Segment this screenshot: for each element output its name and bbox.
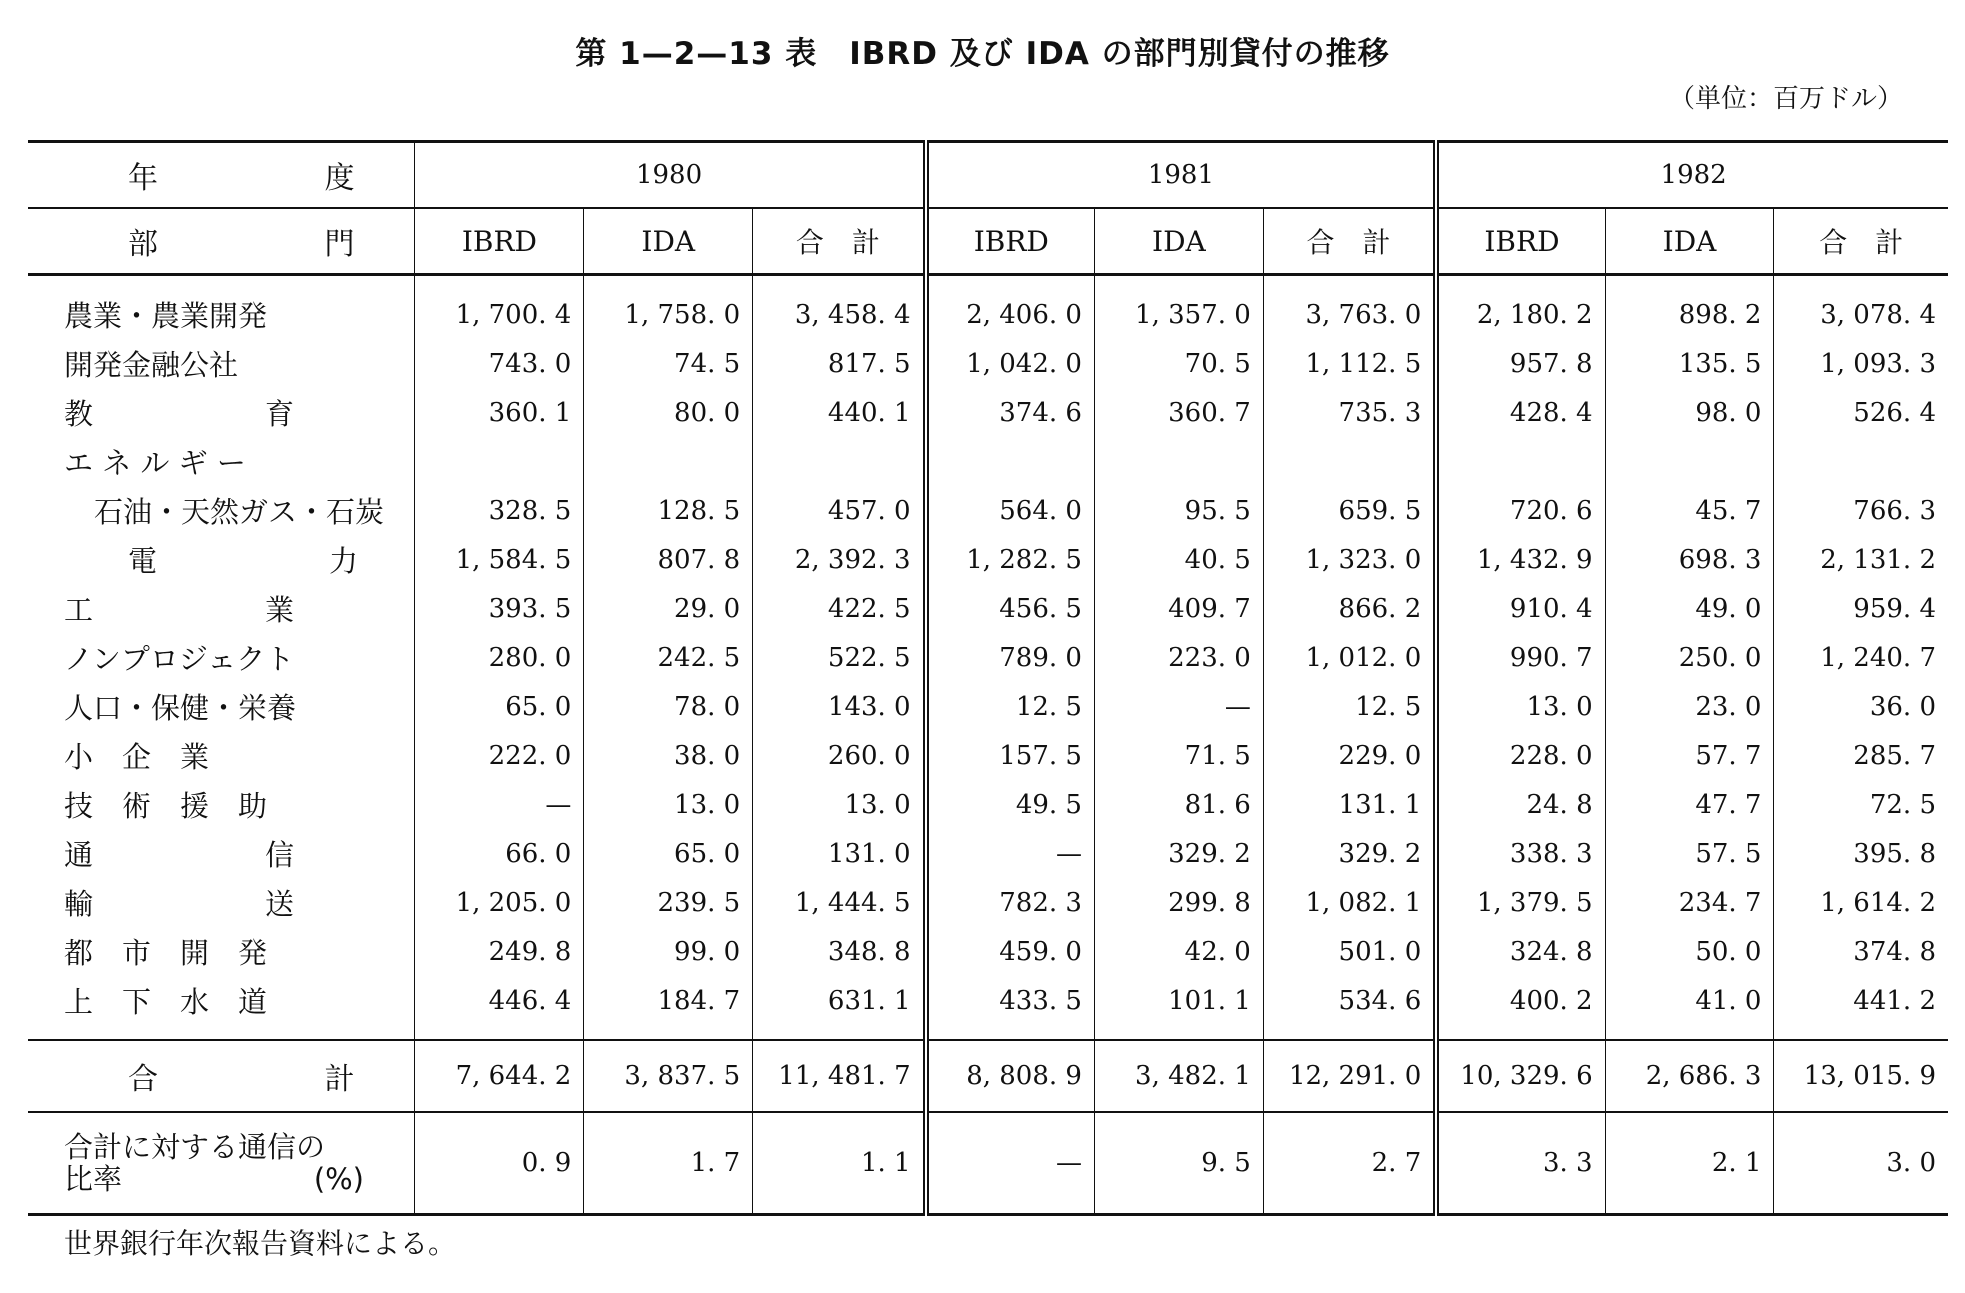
total-value: 10, 329. 6 <box>1436 1040 1605 1112</box>
ratio-label-line1: 合計に対する通信の <box>64 1130 326 1164</box>
sector-name-text: 開発金融公社 <box>64 348 239 382</box>
total-value: 7, 644. 2 <box>415 1040 584 1112</box>
cell-value: 74. 5 <box>584 339 753 388</box>
cell-value: 72. 5 <box>1869 789 1936 820</box>
cell-value: 229. 0 <box>1263 731 1436 780</box>
sector-label-char-1: 部 <box>128 227 158 262</box>
cell-value: 564. 0 <box>926 486 1095 535</box>
cell-value: 13. 0 <box>1436 682 1605 731</box>
cell-value: 49. 0 <box>1605 584 1774 633</box>
cell-value: 23. 0 <box>1605 682 1774 731</box>
total-value: 13, 015. 9 <box>1774 1040 1948 1112</box>
cell-value: 3, 078. 4 <box>1820 299 1936 330</box>
cell-value: 12. 5 <box>926 682 1095 731</box>
ratio-value: 3. 0 <box>1774 1112 1948 1215</box>
table-row <box>28 633 1948 682</box>
sector-name-char-1: 教 <box>64 397 94 431</box>
cell-value: 360. 7 <box>1094 388 1263 437</box>
cell-value: 441. 2 <box>1853 985 1936 1016</box>
cell-value: 501. 0 <box>1263 927 1436 976</box>
cell-value: — <box>1094 682 1263 731</box>
cell-value: 456. 5 <box>926 584 1095 633</box>
sector-name-text: 人口・保健・栄養 <box>64 691 297 725</box>
sector-name-char-1: 輸 <box>64 887 94 921</box>
cell-value: 348. 8 <box>753 927 926 976</box>
table-row <box>28 927 1948 976</box>
cell-value: 42. 0 <box>1094 927 1263 976</box>
cell-value: 41. 0 <box>1605 976 1774 1040</box>
sector-name-text: 農業・農業開発 <box>64 299 268 333</box>
col-ida: IDA <box>1094 208 1263 275</box>
cell-value: 329. 2 <box>1094 829 1263 878</box>
sector-label <box>28 208 415 275</box>
sector-name-text: 石油・天然ガス・石炭 <box>94 495 385 529</box>
table-row <box>28 437 1948 486</box>
cell-value: — <box>926 829 1095 878</box>
year-header-row <box>28 142 1948 209</box>
cell-value: 234. 7 <box>1605 878 1774 927</box>
total-value: 2, 686. 3 <box>1605 1040 1774 1112</box>
cell-value: 910. 4 <box>1436 584 1605 633</box>
cell-value: 817. 5 <box>753 339 926 388</box>
sector-name <box>28 339 415 388</box>
col-ibrd: IBRD <box>1436 208 1605 275</box>
cell-value: 99. 0 <box>584 927 753 976</box>
cell-value: 1, 042. 0 <box>926 339 1095 388</box>
cell-value <box>584 437 753 486</box>
sector-name <box>28 731 415 780</box>
cell-value: 957. 8 <box>1436 339 1605 388</box>
cell-value: 324. 8 <box>1436 927 1605 976</box>
cell-value: 128. 5 <box>584 486 753 535</box>
table-row <box>28 829 1948 878</box>
cell-value: 135. 5 <box>1605 339 1774 388</box>
cell-value: 280. 0 <box>415 633 584 682</box>
sector-name <box>28 633 415 682</box>
sector-name <box>28 535 415 584</box>
sector-name <box>28 780 415 829</box>
sector-name-char-2: 力 <box>328 544 358 578</box>
sector-name-text: ノンプロジェクト <box>64 642 295 676</box>
cell-value: 239. 5 <box>584 878 753 927</box>
table-row <box>28 731 1948 780</box>
cell-value: 1, 282. 5 <box>926 535 1095 584</box>
cell-value: 38. 0 <box>584 731 753 780</box>
ratio-value: — <box>926 1112 1095 1215</box>
cell-value <box>1436 437 1605 486</box>
sector-name-char-1: 工 <box>64 593 94 627</box>
cell-value: 184. 7 <box>584 976 753 1040</box>
cell-value: 3, 763. 0 <box>1263 275 1436 340</box>
sector-name <box>28 584 415 633</box>
total-row <box>28 1040 1948 1112</box>
cell-value: 1, 240. 7 <box>1820 642 1936 673</box>
year-label-char-2: 度 <box>324 161 355 196</box>
year-1980: 1980 <box>415 142 926 209</box>
cell-value <box>1774 437 1948 486</box>
table-row <box>28 275 1948 340</box>
table-row <box>28 535 1948 584</box>
cell-value: 374. 8 <box>1853 936 1936 967</box>
table-row <box>28 584 1948 633</box>
ratio-value: 9. 5 <box>1094 1112 1263 1215</box>
cell-value <box>1263 437 1436 486</box>
cell-value: 285. 7 <box>1853 740 1936 771</box>
cell-value: 1, 700. 4 <box>415 275 584 340</box>
cell-value: 40. 5 <box>1094 535 1263 584</box>
cell-value: 66. 0 <box>415 829 584 878</box>
cell-value: 659. 5 <box>1263 486 1436 535</box>
cell-value: 395. 8 <box>1853 838 1936 869</box>
table-row <box>28 388 1948 437</box>
cell-value: 866. 2 <box>1263 584 1436 633</box>
cell-value: 49. 5 <box>926 780 1095 829</box>
cell-value: 131. 1 <box>1263 780 1436 829</box>
cell-value: 2, 392. 3 <box>753 535 926 584</box>
cell-value: 2, 406. 0 <box>926 275 1095 340</box>
total-value: 11, 481. 7 <box>753 1040 926 1112</box>
cell-value: 47. 7 <box>1605 780 1774 829</box>
ratio-value: 2. 1 <box>1605 1112 1774 1215</box>
cell-value: 526. 4 <box>1853 397 1936 428</box>
col-total: 合 計 <box>753 208 926 275</box>
col-ibrd: IBRD <box>415 208 584 275</box>
sector-name <box>28 829 415 878</box>
table-title: 第 1—2—13 表 IBRD 及び IDA の部門別貸付の推移 <box>575 36 1390 72</box>
cell-value: 1, 614. 2 <box>1820 887 1936 918</box>
cell-value: 446. 4 <box>415 976 584 1040</box>
cell-value: 81. 6 <box>1094 780 1263 829</box>
sector-name-text: エ ネ ル ギ ー <box>64 446 246 480</box>
cell-value: 228. 0 <box>1436 731 1605 780</box>
sector-name-char-2: 送 <box>264 887 294 921</box>
cell-value: 1, 082. 1 <box>1263 878 1436 927</box>
cell-value: 374. 6 <box>926 388 1095 437</box>
col-ibrd: IBRD <box>926 208 1095 275</box>
sector-name <box>28 437 415 486</box>
col-ida: IDA <box>1605 208 1774 275</box>
table-row <box>28 486 1948 535</box>
cell-value: 80. 0 <box>584 388 753 437</box>
total-label-char-2: 計 <box>324 1062 355 1097</box>
cell-value: 57. 7 <box>1605 731 1774 780</box>
cell-value: 12. 5 <box>1263 682 1436 731</box>
year-label <box>28 142 415 209</box>
cell-value: 959. 4 <box>1853 593 1936 624</box>
ratio-label-line2: 比率 <box>64 1162 123 1196</box>
cell-value: 459. 0 <box>926 927 1095 976</box>
cell-value: 98. 0 <box>1605 388 1774 437</box>
cell-value: 329. 2 <box>1263 829 1436 878</box>
loan-table <box>28 140 1948 1216</box>
cell-value: 393. 5 <box>415 584 584 633</box>
sector-name-char-1: 電 <box>128 544 158 578</box>
cell-value: 101. 1 <box>1094 976 1263 1040</box>
total-label <box>28 1040 415 1112</box>
cell-value: 3, 458. 4 <box>753 275 926 340</box>
cell-value: 242. 5 <box>584 633 753 682</box>
table-row <box>28 339 1948 388</box>
cell-value: 990. 7 <box>1436 633 1605 682</box>
cell-value: 299. 8 <box>1094 878 1263 927</box>
cell-value: 260. 0 <box>753 731 926 780</box>
ratio-value: 2. 7 <box>1263 1112 1436 1215</box>
sector-name-char-2: 育 <box>264 397 294 431</box>
sector-name <box>28 927 415 976</box>
sector-name-text: 技 術 援 助 <box>64 789 268 823</box>
sector-name <box>28 682 415 731</box>
cell-value: 45. 7 <box>1605 486 1774 535</box>
cell-value: 743. 0 <box>415 339 584 388</box>
cell-value <box>1094 437 1263 486</box>
cell-value: 29. 0 <box>584 584 753 633</box>
cell-value: 400. 2 <box>1436 976 1605 1040</box>
cell-value: 1, 205. 0 <box>415 878 584 927</box>
cell-value: 898. 2 <box>1605 275 1774 340</box>
cell-value: 71. 5 <box>1094 731 1263 780</box>
cell-value: 428. 4 <box>1436 388 1605 437</box>
sector-name-char-2: 信 <box>264 838 294 872</box>
cell-value: 1, 444. 5 <box>753 878 926 927</box>
cell-value: — <box>415 780 584 829</box>
cell-value: 422. 5 <box>753 584 926 633</box>
sector-rows <box>28 275 1948 1041</box>
year-1982: 1982 <box>1436 142 1948 209</box>
col-total: 合 計 <box>1263 208 1436 275</box>
cell-value: 1, 758. 0 <box>584 275 753 340</box>
cell-value <box>1605 437 1774 486</box>
total-value: 3, 482. 1 <box>1094 1040 1263 1112</box>
cell-value: 789. 0 <box>926 633 1095 682</box>
cell-value: 1, 432. 9 <box>1436 535 1605 584</box>
total-value: 12, 291. 0 <box>1263 1040 1436 1112</box>
cell-value: 534. 6 <box>1263 976 1436 1040</box>
cell-value: 65. 0 <box>415 682 584 731</box>
sector-name-char-2: 業 <box>264 593 294 627</box>
cell-value <box>753 437 926 486</box>
sector-name-text: 小 企 業 <box>64 740 210 774</box>
sector-name <box>28 275 415 340</box>
unit-label: （単位：百万ドル） <box>1668 84 1903 114</box>
year-label-char-1: 年 <box>128 161 158 196</box>
column-header-row <box>28 208 1948 275</box>
cell-value: 223. 0 <box>1094 633 1263 682</box>
cell-value: 222. 0 <box>415 731 584 780</box>
ratio-value: 1. 7 <box>584 1112 753 1215</box>
cell-value: 2, 180. 2 <box>1436 275 1605 340</box>
ratio-label-unit: (%) <box>313 1162 364 1196</box>
cell-value: 1, 379. 5 <box>1436 878 1605 927</box>
ratio-row <box>28 1112 1948 1215</box>
cell-value: 440. 1 <box>753 388 926 437</box>
cell-value: 36. 0 <box>1869 691 1936 722</box>
sector-label-char-2: 門 <box>324 227 355 262</box>
cell-value: 70. 5 <box>1094 339 1263 388</box>
total-label-char-1: 合 <box>128 1062 158 1097</box>
cell-value: 157. 5 <box>926 731 1095 780</box>
table-row <box>28 976 1948 1040</box>
cell-value: 1, 357. 0 <box>1094 275 1263 340</box>
cell-value: 522. 5 <box>753 633 926 682</box>
cell-value: 13. 0 <box>753 780 926 829</box>
cell-value: 131. 0 <box>753 829 926 878</box>
cell-value: 698. 3 <box>1605 535 1774 584</box>
cell-value: 735. 3 <box>1263 388 1436 437</box>
cell-value <box>415 437 584 486</box>
cell-value: 249. 8 <box>415 927 584 976</box>
cell-value: 328. 5 <box>415 486 584 535</box>
table-row <box>28 780 1948 829</box>
cell-value: 457. 0 <box>753 486 926 535</box>
cell-value: 57. 5 <box>1605 829 1774 878</box>
year-1981: 1981 <box>926 142 1437 209</box>
table-row <box>28 682 1948 731</box>
cell-value: 50. 0 <box>1605 927 1774 976</box>
ratio-value: 0. 9 <box>415 1112 584 1215</box>
cell-value: 13. 0 <box>584 780 753 829</box>
cell-value: 807. 8 <box>584 535 753 584</box>
sector-name-char-1: 通 <box>64 838 94 872</box>
cell-value: 409. 7 <box>1094 584 1263 633</box>
sector-name <box>28 486 415 535</box>
cell-value: 95. 5 <box>1094 486 1263 535</box>
cell-value: 1, 323. 0 <box>1263 535 1436 584</box>
total-value: 3, 837. 5 <box>584 1040 753 1112</box>
cell-value: 2, 131. 2 <box>1820 544 1936 575</box>
col-total: 合 計 <box>1774 208 1948 275</box>
cell-value: 1, 012. 0 <box>1263 633 1436 682</box>
cell-value: 782. 3 <box>926 878 1095 927</box>
source-note: 世界銀行年次報告資料による。 <box>64 1227 457 1260</box>
cell-value: 1, 112. 5 <box>1263 339 1436 388</box>
ratio-label <box>28 1112 415 1215</box>
cell-value: 360. 1 <box>415 388 584 437</box>
cell-value: 65. 0 <box>584 829 753 878</box>
cell-value: 766. 3 <box>1853 495 1936 526</box>
ratio-value: 1. 1 <box>753 1112 926 1215</box>
sector-name <box>28 388 415 437</box>
sector-name <box>28 878 415 927</box>
cell-value: 78. 0 <box>584 682 753 731</box>
cell-value: 433. 5 <box>926 976 1095 1040</box>
cell-value: 250. 0 <box>1605 633 1774 682</box>
cell-value: 143. 0 <box>753 682 926 731</box>
total-value: 8, 808. 9 <box>926 1040 1095 1112</box>
table-row <box>28 878 1948 927</box>
col-ida: IDA <box>584 208 753 275</box>
sector-name <box>28 976 415 1040</box>
cell-value: 1, 093. 3 <box>1820 348 1936 379</box>
sector-name-text: 上 下 水 道 <box>64 985 268 1019</box>
ratio-value: 3. 3 <box>1436 1112 1605 1215</box>
cell-value: 1, 584. 5 <box>415 535 584 584</box>
cell-value: 631. 1 <box>753 976 926 1040</box>
cell-value: 720. 6 <box>1436 486 1605 535</box>
cell-value: 24. 8 <box>1436 780 1605 829</box>
sector-name-text: 都 市 開 発 <box>64 936 268 970</box>
cell-value <box>926 437 1095 486</box>
cell-value: 338. 3 <box>1436 829 1605 878</box>
